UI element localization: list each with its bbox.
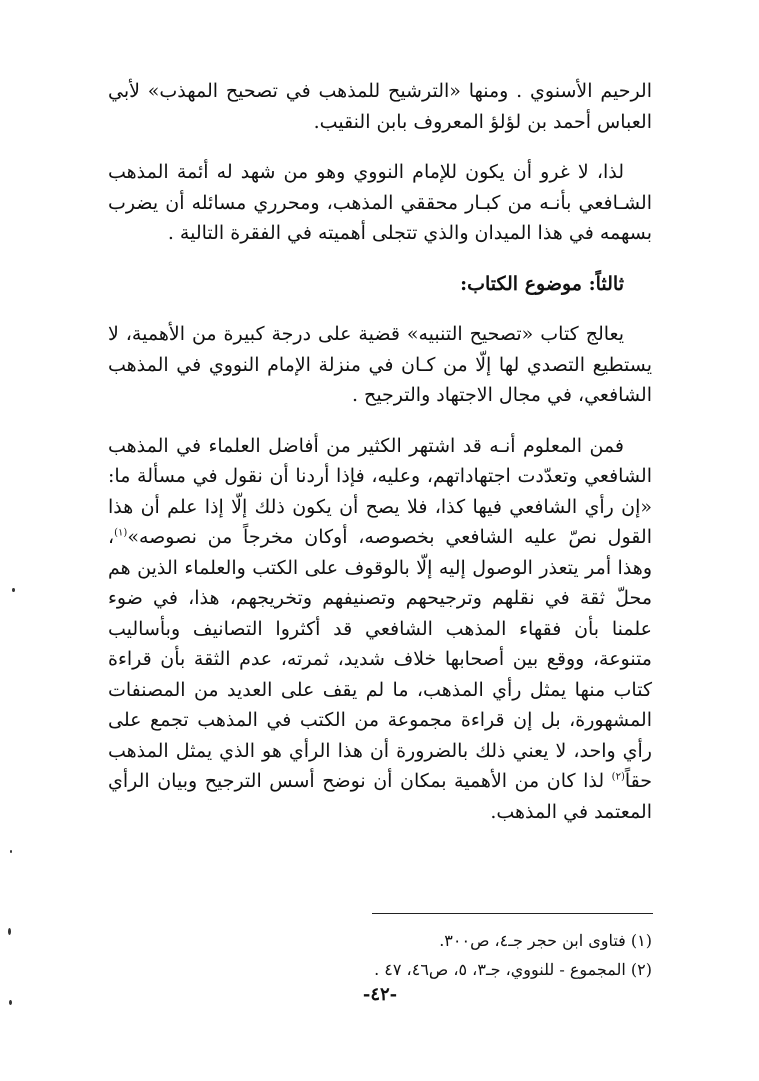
- scan-speck: [10, 850, 12, 853]
- page-number: -٤٢-: [362, 984, 398, 1005]
- footnote-separator: [372, 913, 653, 914]
- paragraph-1: الرحيم الأسنوي . ومنها «الترشيح للمذهب في تصحيح المهذب» لأبي العباس أحمد بن لؤلؤ المعروف بابن النقيب.: [108, 80, 652, 133]
- paragraph-3: يعالج كتاب «تصحيح التنبيه» قضية على درجة كبيرة من الأهمية، لا يستطيع التصدي لها إلّا من كـان في منزلة الإمام النووي في المذهب الشافعي، في مجال الاجتهاد والترجيح .: [108, 323, 652, 406]
- scan-speck: [12, 588, 15, 592]
- paragraph-4: [108, 431, 652, 828]
- paragraph-4-part-2: ، وهذا أمر يتعذر الوصول إليه إلّا بالوقوف على الكتب والعلماء الذين هم محلّ ثقة في نقلهم وترجيحهم وتصنيفهم وتخريجهم، هذا، في ضوء علمنا بأن فقهاء المذهب الشافعي قد أكثروا التصانيف وبأساليب متنوعة، ووقع بين أصحابها خلاف شديد، ثمرته، عدم الثقة بأن قراءة كتاب منها يمثل رأي المذهب، ما لم يقف على العديد من المصنفات المشهورة، بل إن قراءة مجموعة من الكتب في المذهب تجمع على رأي واحد، لا يعني ذلك بالضرورة أن هذا الرأي هو الذي يمثل المذهب حقاً: [108, 526, 652, 792]
- main-text: [108, 76, 652, 827]
- footnote-reference-2: (٢): [611, 771, 625, 783]
- footnote-2: (٢) المجموع - للنووي، جـ٣، ٥، ص٤٦، ٤٧ .: [374, 960, 652, 979]
- footnote-1: (١) فتاوى ابن حجر جـ٤، ص٣٠٠.: [439, 931, 652, 950]
- scan-speck: [9, 1000, 12, 1005]
- footnote-reference-1: (١): [114, 527, 128, 539]
- paragraph-2: لذا، لا غرو أن يكون للإمام النووي وهو من شهد له أئمة المذهب الشـافعي بأنـه من كبـار محققي المذهب، ومحرري مسائله أن يضرب بسهمه في هذا الميدان والذي تتجلى أهميته في الفقرة التالية .: [108, 161, 652, 244]
- paragraph-4-part-3: لذا كان من الأهمية بمكان أن نوضح أسس الترجيح وبيان الرأي المعتمد في المذهب.: [108, 770, 652, 823]
- scan-speck: [8, 928, 11, 935]
- footnotes: [260, 926, 652, 984]
- section-heading: ثالثاً: موضوع الكتاب:: [460, 272, 624, 295]
- paragraph-4-part-1: فمن المعلوم أنـه قد اشتهر الكثير من أفاضل العلماء في المذهب الشافعي وتعدّدت اجتهاداتهم، وعليه، فإذا أردنا أن نقول في مسألة ما: «إن رأي الشافعي فيها كذا، فلا يصح أن يكون ذلك إلّا إذا علم أن هذا القول نصّ عليه الشافعي بخصوصه، أوكان مخرجاً من نصوصه»: [108, 434, 652, 548]
